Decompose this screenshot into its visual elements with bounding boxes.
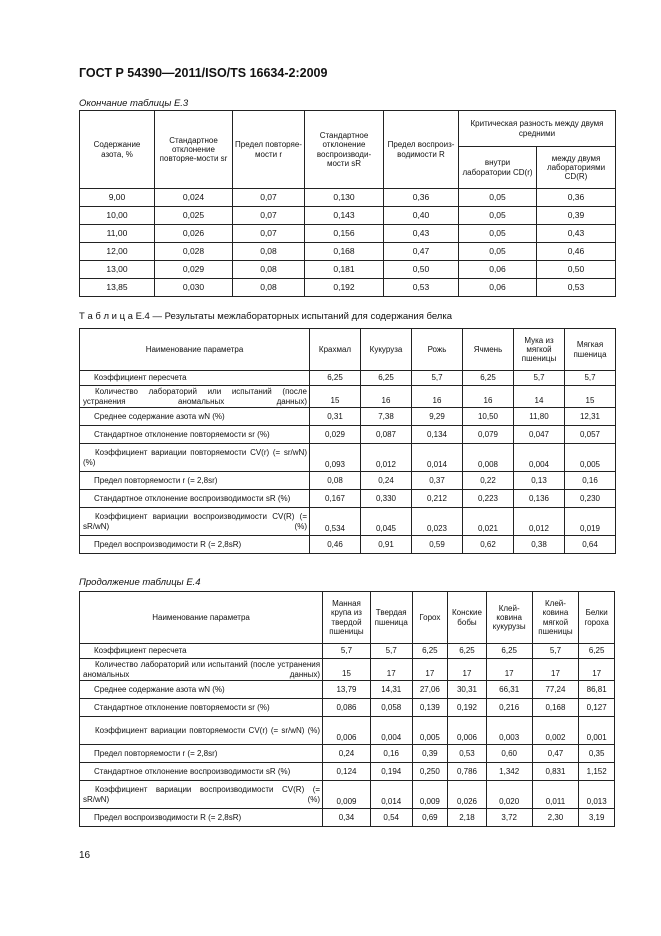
table-cell: 0,025 (155, 207, 233, 225)
table-cell: 6,25 (486, 644, 532, 659)
table-cell: 0,003 (486, 717, 532, 745)
document-header: ГОСТ Р 54390—2011/ISO/TS 16634-2:2009 (79, 66, 328, 80)
row-label: Коэффициент вариации воспроизводимости CV(R) (= sR/wN) (%) (80, 508, 310, 536)
table-cell: 1,152 (579, 763, 615, 781)
table-cell: 0,47 (384, 243, 459, 261)
header-critical-diff: Критическая разность между двумя средними (459, 111, 616, 147)
table-cell: 0,36 (537, 189, 616, 207)
table-e3-body (80, 189, 616, 297)
table-row (80, 644, 615, 659)
table-row (80, 243, 616, 261)
table-cell: 0,16 (565, 472, 616, 490)
table-cell: 0,139 (412, 699, 448, 717)
table-e4-cont-caption: Продолжение таблицы Е.4 (79, 577, 201, 588)
table-cell: 0,06 (459, 279, 537, 297)
table-cell: 0,181 (305, 261, 384, 279)
table-cell: 0,009 (323, 781, 371, 809)
table-cell: 0,026 (448, 781, 487, 809)
row-label: Стандартное отклонение повторяемости sr (%) (80, 699, 323, 717)
table-cell: 11,00 (80, 225, 155, 243)
row-label: Коэффициент вариации воспроизводимости CV(R) (= sR/wN) (%) (80, 781, 323, 809)
table-row (80, 225, 616, 243)
table-cell: 0,020 (486, 781, 532, 809)
table-cell: 0,54 (370, 809, 412, 827)
table-cell: 3,72 (486, 809, 532, 827)
table-cell: 0,045 (361, 508, 412, 536)
table-cell: 0,011 (532, 781, 579, 809)
table-cell: 0,62 (463, 536, 514, 554)
table-cell: 0,130 (305, 189, 384, 207)
table-cell: 0,192 (448, 699, 487, 717)
table-e4-cont-header (80, 592, 615, 644)
table-cell: 0,004 (370, 717, 412, 745)
table-cell: 0,47 (532, 745, 579, 763)
table-row (80, 426, 616, 444)
table-cell: 0,08 (233, 279, 305, 297)
table-row (80, 681, 615, 699)
table-cell: 9,00 (80, 189, 155, 207)
table-cell: 13,00 (80, 261, 155, 279)
table-cell: 0,08 (310, 472, 361, 490)
row-label: Предел повторяемости r (= 2,8sr) (80, 472, 310, 490)
table-cell: 0,46 (310, 536, 361, 554)
table-cell: 14 (514, 386, 565, 408)
table-row (80, 472, 616, 490)
table-cell: 0,194 (370, 763, 412, 781)
table-row (80, 279, 616, 297)
table-cell: 0,534 (310, 508, 361, 536)
column-header: Мука из мягкой пшеницы (514, 329, 565, 371)
table-cell: 30,31 (448, 681, 487, 699)
table-cell: 0,001 (579, 717, 615, 745)
table-row (80, 536, 616, 554)
column-header: Белки гороха (579, 592, 615, 644)
table-cell: 12,00 (80, 243, 155, 261)
table-cell: 15 (565, 386, 616, 408)
header-r: Предел повторяе-мости r (233, 111, 305, 189)
table-row (80, 699, 615, 717)
table-e4-body (80, 371, 616, 554)
header-cdr: внутри лаборатории CD(r) (459, 147, 537, 189)
table-cell: 6,25 (412, 644, 448, 659)
table-cell: 0,192 (305, 279, 384, 297)
table-cell: 17 (532, 659, 579, 681)
table-cell: 6,25 (579, 644, 615, 659)
table-cell: 2,30 (532, 809, 579, 827)
table-cell: 0,08 (233, 243, 305, 261)
table-cell: 0,030 (155, 279, 233, 297)
row-label: Стандартное отклонение повторяемости sr (%) (80, 426, 310, 444)
row-label: Коэффициент вариации повторяемости CV(r) (= sr/wN) (%) (80, 717, 323, 745)
table-cell: 0,24 (323, 745, 371, 763)
table-e4-continued (79, 591, 615, 827)
table-cell: 0,168 (305, 243, 384, 261)
table-cell: 5,7 (323, 644, 371, 659)
table-cell: 0,39 (412, 745, 448, 763)
column-header: Манная крупа из твердой пшеницы (323, 592, 371, 644)
table-cell: 17 (412, 659, 448, 681)
column-header: Рожь (412, 329, 463, 371)
page-number: 16 (79, 850, 91, 861)
row-label: Предел воспроизводимости R (= 2,8sR) (80, 536, 310, 554)
table-cell: 0,014 (370, 781, 412, 809)
table-cell: 0,43 (537, 225, 616, 243)
header-sr: Стандартное отклонение повторяе-мости sr (155, 111, 233, 189)
table-cell: 0,136 (514, 490, 565, 508)
table-cell: 0,16 (370, 745, 412, 763)
table-cell: 0,013 (579, 781, 615, 809)
table-row (80, 763, 615, 781)
table-cell: 0,50 (537, 261, 616, 279)
table-cell: 0,047 (514, 426, 565, 444)
table-cell: 12,31 (565, 408, 616, 426)
table-cell: 13,79 (323, 681, 371, 699)
table-cell: 0,134 (412, 426, 463, 444)
table-cell: 0,087 (361, 426, 412, 444)
table-cell: 77,24 (532, 681, 579, 699)
table-cell: 2,18 (448, 809, 487, 827)
table-row (80, 408, 616, 426)
table-cell: 0,029 (155, 261, 233, 279)
column-header: Твердая пшеница (370, 592, 412, 644)
table-row (80, 386, 616, 408)
table-cell: 0,53 (537, 279, 616, 297)
table-cell: 0,156 (305, 225, 384, 243)
table-cell: 0,53 (448, 745, 487, 763)
table-cell: 5,7 (412, 371, 463, 386)
table-row (80, 444, 616, 472)
table-cell: 0,127 (579, 699, 615, 717)
table-cell: 0,079 (463, 426, 514, 444)
table-cell: 0,05 (459, 243, 537, 261)
table-cell: 6,25 (463, 371, 514, 386)
table-row (80, 207, 616, 225)
table-cell: 0,39 (537, 207, 616, 225)
table-cell: 0,086 (323, 699, 371, 717)
table-cell: 6,25 (448, 644, 487, 659)
table-e3 (79, 110, 616, 297)
table-cell: 11,80 (514, 408, 565, 426)
row-label: Предел повторяемости r (= 2,8sr) (80, 745, 323, 763)
table-cell: 0,143 (305, 207, 384, 225)
table-cell: 0,37 (412, 472, 463, 490)
table-cell: 0,057 (565, 426, 616, 444)
table-cell: 0,07 (233, 207, 305, 225)
row-label: Предел воспроизводимости R (= 2,8sR) (80, 809, 323, 827)
table-cell: 0,212 (412, 490, 463, 508)
table-e4 (79, 328, 616, 554)
column-header: Горох (412, 592, 448, 644)
table-cell: 0,004 (514, 444, 565, 472)
table-cell: 6,25 (361, 371, 412, 386)
table-cell: 0,093 (310, 444, 361, 472)
table-e4-cont-body (80, 644, 615, 827)
header-cdR: между двумя лабораториями CD(R) (537, 147, 616, 189)
table-cell: 0,021 (463, 508, 514, 536)
row-label: Среднее содержание азота wN (%) (80, 681, 323, 699)
table-cell: 0,012 (361, 444, 412, 472)
table-row (80, 189, 616, 207)
table-row (80, 261, 616, 279)
table-cell: 5,7 (532, 644, 579, 659)
row-label: Количество лабораторий или испытаний (после устранения аномальных данных) (80, 659, 323, 681)
table-cell: 6,25 (310, 371, 361, 386)
table-cell: 0,59 (412, 536, 463, 554)
table-cell: 0,64 (565, 536, 616, 554)
table-cell: 66,31 (486, 681, 532, 699)
table-row (80, 508, 616, 536)
table-cell: 0,05 (459, 207, 537, 225)
column-header: Клей-ковина мягкой пшеницы (532, 592, 579, 644)
row-label: Коэффициент пересчета (80, 644, 323, 659)
table-cell: 0,167 (310, 490, 361, 508)
column-header: Конские бобы (448, 592, 487, 644)
table-cell: 0,006 (448, 717, 487, 745)
table-cell: 0,028 (155, 243, 233, 261)
table-row (80, 659, 615, 681)
table-cell: 0,008 (463, 444, 514, 472)
table-cell: 0,024 (155, 189, 233, 207)
table-cell: 15 (310, 386, 361, 408)
table-cell: 0,168 (532, 699, 579, 717)
table-cell: 0,330 (361, 490, 412, 508)
header-sR: Стандартное отклонение воспроизводи-мости sR (305, 111, 384, 189)
table-cell: 0,250 (412, 763, 448, 781)
table-cell: 0,91 (361, 536, 412, 554)
table-e4-header (80, 329, 616, 371)
table-cell: 10,00 (80, 207, 155, 225)
table-cell: 0,023 (412, 508, 463, 536)
table-cell: 0,005 (412, 717, 448, 745)
table-cell: 0,24 (361, 472, 412, 490)
table-cell: 0,50 (384, 261, 459, 279)
table-cell: 17 (579, 659, 615, 681)
table-cell: 0,019 (565, 508, 616, 536)
table-cell: 15 (323, 659, 371, 681)
column-header: Кукуруза (361, 329, 412, 371)
table-cell: 0,006 (323, 717, 371, 745)
table-cell: 0,05 (459, 225, 537, 243)
table-cell: 0,38 (514, 536, 565, 554)
header-param: Наименование параметра (80, 329, 310, 371)
table-cell: 5,7 (514, 371, 565, 386)
table-cell: 0,012 (514, 508, 565, 536)
table-cell: 16 (361, 386, 412, 408)
table-cell: 0,058 (370, 699, 412, 717)
header-param: Наименование параметра (80, 592, 323, 644)
table-cell: 0,029 (310, 426, 361, 444)
row-label: Среднее содержание азота wN (%) (80, 408, 310, 426)
row-label: Стандартное отклонение воспроизводимости sR (%) (80, 490, 310, 508)
table-cell: 0,06 (459, 261, 537, 279)
table-cell: 17 (448, 659, 487, 681)
table-cell: 0,786 (448, 763, 487, 781)
table-e4-caption: Т а б л и ц а Е.4 — Результаты межлабораторных испытаний для содержания белка (79, 311, 452, 322)
table-cell: 0,40 (384, 207, 459, 225)
table-cell: 17 (370, 659, 412, 681)
row-label: Коэффициент вариации повторяемости CV(r) (= sr/wN) (%) (80, 444, 310, 472)
table-row (80, 717, 615, 745)
table-cell: 0,014 (412, 444, 463, 472)
table-cell: 86,81 (579, 681, 615, 699)
row-label: Количество лабораторий или испытаний (после устранения аномальных данных) (80, 386, 310, 408)
table-cell: 0,36 (384, 189, 459, 207)
table-cell: 0,216 (486, 699, 532, 717)
table-cell: 1,342 (486, 763, 532, 781)
row-label: Стандартное отклонение воспроизводимости sR (%) (80, 763, 323, 781)
table-cell: 5,7 (370, 644, 412, 659)
row-label: Коэффициент пересчета (80, 371, 310, 386)
table-row (80, 490, 616, 508)
table-cell: 13,85 (80, 279, 155, 297)
table-cell: 0,53 (384, 279, 459, 297)
table-cell: 0,07 (233, 225, 305, 243)
table-cell: 17 (486, 659, 532, 681)
table-cell: 0,07 (233, 189, 305, 207)
table-cell: 0,13 (514, 472, 565, 490)
table-cell: 0,69 (412, 809, 448, 827)
table-cell: 9,29 (412, 408, 463, 426)
table-cell: 0,46 (537, 243, 616, 261)
header-R: Предел воспроиз-водимости R (384, 111, 459, 189)
column-header: Крахмал (310, 329, 361, 371)
table-row (80, 809, 615, 827)
table-cell: 14,31 (370, 681, 412, 699)
table-cell: 0,005 (565, 444, 616, 472)
table-cell: 0,230 (565, 490, 616, 508)
table-cell: 0,026 (155, 225, 233, 243)
table-cell: 3,19 (579, 809, 615, 827)
table-row (80, 371, 616, 386)
table-cell: 0,08 (233, 261, 305, 279)
table-cell: 16 (412, 386, 463, 408)
table-cell: 0,22 (463, 472, 514, 490)
table-cell: 10,50 (463, 408, 514, 426)
column-header: Мягкая пшеница (565, 329, 616, 371)
column-header: Ячмень (463, 329, 514, 371)
table-cell: 0,43 (384, 225, 459, 243)
table-cell: 0,009 (412, 781, 448, 809)
table-cell: 27,06 (412, 681, 448, 699)
table-cell: 0,35 (579, 745, 615, 763)
table-cell: 0,34 (323, 809, 371, 827)
table-cell: 0,60 (486, 745, 532, 763)
table-cell: 5,7 (565, 371, 616, 386)
table-row (80, 745, 615, 763)
table-cell: 0,05 (459, 189, 537, 207)
table-e3-caption: Окончание таблицы Е.3 (79, 98, 189, 109)
table-cell: 0,223 (463, 490, 514, 508)
table-cell: 0,31 (310, 408, 361, 426)
table-cell: 0,002 (532, 717, 579, 745)
table-cell: 0,124 (323, 763, 371, 781)
header-nitrogen: Содержание азота, % (80, 111, 155, 189)
table-cell: 7,38 (361, 408, 412, 426)
column-header: Клей-ковина кукурузы (486, 592, 532, 644)
table-row (80, 781, 615, 809)
table-cell: 0,831 (532, 763, 579, 781)
table-cell: 16 (463, 386, 514, 408)
